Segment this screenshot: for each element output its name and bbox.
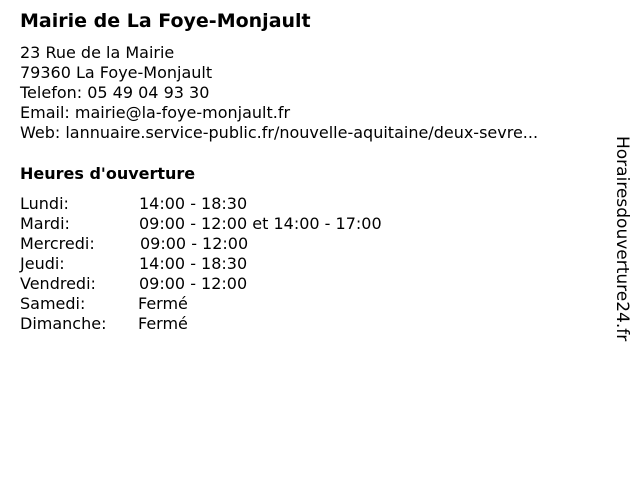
watermark-text: Horairesdouverture24.fr [612,136,632,342]
hours-value: 09:00 - 12:00 et 14:00 - 17:00 [139,214,382,233]
day-label: Mercredi: [20,234,95,253]
hours-value: 14:00 - 18:30 [139,194,248,213]
hours-value: Fermé [138,294,188,313]
address-block [20,43,538,143]
phone-number: Telefon: 05 49 04 93 30 [20,83,210,102]
page-title: Mairie de La Foye-Monjault [20,10,311,32]
day-label: Samedi: [20,294,86,313]
day-label: Vendredi: [20,274,96,293]
hours-value: 09:00 - 12:00 [140,234,249,253]
city-address: 79360 La Foye-Monjault [20,63,213,82]
email-address: Email: mairie@la-foye-monjault.fr [20,103,291,122]
hours-value: 09:00 - 12:00 [139,274,248,293]
day-label: Dimanche: [20,314,107,333]
website-link[interactable]: Web: lannuaire.service-public.fr/nouvelle-aquitaine/deux-sevre... [20,123,539,142]
street-address: 23 Rue de la Mairie [20,43,175,62]
hours-value: 14:00 - 18:30 [139,254,248,273]
day-label: Jeudi: [20,254,65,273]
day-label: Mardi: [20,214,70,233]
hours-heading: Heures d'ouverture [20,164,196,183]
day-label: Lundi: [20,194,69,213]
hours-value: Fermé [138,314,188,333]
